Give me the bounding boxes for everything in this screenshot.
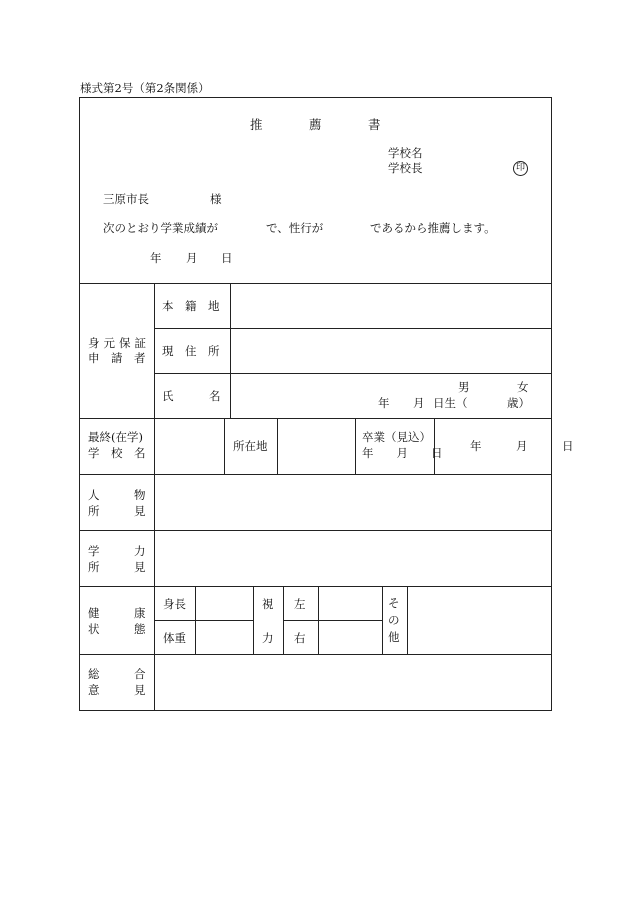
sex-female: 女 — [517, 380, 529, 394]
frame-line — [154, 373, 552, 374]
age-label: 歳） — [507, 396, 530, 410]
domicile-label: 本 籍 地 — [162, 299, 220, 313]
date-day: 日 — [221, 251, 233, 265]
frame-line — [154, 283, 155, 711]
frame-line — [79, 586, 552, 587]
health-label-b: 康 — [134, 606, 146, 620]
academic-label-c: 所 — [88, 560, 100, 574]
frame-line — [283, 586, 284, 654]
applicant-label-line-1: 身元保証 — [88, 336, 150, 350]
principal-label: 学校長 — [388, 161, 423, 175]
frame-line — [277, 418, 278, 474]
frame-line — [79, 418, 552, 419]
character-label-d: 見 — [134, 504, 146, 518]
vision-label-a: 視 — [262, 597, 274, 611]
weight-label: 体重 — [163, 631, 186, 645]
school-label-line-2: 学 校 名 — [88, 446, 146, 460]
frame-line — [79, 474, 552, 475]
vision-left-label: 左 — [294, 597, 306, 611]
statement-part-2: で、性行が — [266, 221, 324, 235]
frame-line — [79, 654, 552, 655]
location-label: 所在地 — [233, 439, 268, 453]
frame-line — [551, 97, 552, 711]
frame-line — [318, 586, 319, 654]
academic-label-d: 見 — [134, 560, 146, 574]
sex-male: 男 — [458, 380, 470, 394]
address-label: 現 住 所 — [162, 344, 220, 358]
character-label-c: 所 — [88, 504, 100, 518]
birth-year: 年 — [378, 396, 390, 410]
other-label-a: そ — [388, 596, 400, 610]
birth-day: 日生（ — [433, 396, 468, 410]
frame-line — [79, 97, 80, 711]
title-char-1: 推 — [250, 117, 263, 132]
frame-line — [283, 620, 382, 621]
name-label-b: 名 — [209, 389, 221, 403]
frame-line — [382, 586, 383, 654]
seal-icon: 印 — [513, 161, 528, 176]
frame-line — [79, 283, 552, 284]
form-number: 様式第2号（第2条関係） — [80, 81, 210, 95]
health-label-a: 健 — [88, 606, 100, 620]
character-label-b: 物 — [134, 488, 146, 502]
frame-line — [79, 97, 552, 98]
vision-label-b: 力 — [262, 631, 274, 645]
overall-label-d: 見 — [134, 683, 146, 697]
applicant-label-line-2: 申 請 者 — [88, 351, 146, 365]
addressee: 三原市長 — [103, 192, 149, 206]
academic-label-a: 学 — [88, 544, 100, 558]
frame-line — [79, 530, 552, 531]
vision-right-label: 右 — [294, 631, 306, 645]
height-label: 身長 — [163, 597, 186, 611]
school-name-label: 学校名 — [388, 146, 423, 160]
overall-label-a: 総 — [88, 667, 100, 681]
date-month: 月 — [186, 251, 198, 265]
school-label-line-1: 最終(在学) — [88, 430, 143, 444]
frame-line — [253, 586, 254, 654]
honorific: 様 — [210, 192, 222, 206]
character-label-a: 人 — [88, 488, 100, 502]
overall-label-c: 意 — [88, 683, 100, 697]
frame-line — [230, 283, 231, 418]
statement-part-1: 次のとおり学業成績が — [103, 221, 218, 235]
title-char-3: 書 — [368, 117, 381, 132]
graduation-label: 卒業（見込） — [362, 430, 431, 444]
date-year: 年 — [150, 251, 162, 265]
health-label-c: 状 — [88, 622, 100, 636]
frame-line — [224, 418, 225, 474]
other-label-b: の — [388, 613, 400, 627]
overall-label-b: 合 — [134, 667, 146, 681]
name-label-a: 氏 — [162, 389, 174, 403]
statement-part-3: であるから推薦します。 — [370, 221, 496, 235]
frame-line — [195, 586, 196, 654]
title-char-2: 薦 — [309, 117, 322, 132]
frame-line — [79, 710, 552, 711]
birth-month: 月 — [413, 396, 425, 410]
graduation-date: 年 月 日 — [470, 439, 574, 453]
frame-line — [355, 418, 356, 474]
academic-label-b: 力 — [134, 544, 146, 558]
graduation-date-label: 年 月 日 — [362, 446, 443, 460]
frame-line — [407, 586, 408, 654]
health-label-d: 態 — [134, 622, 146, 636]
other-label-c: 他 — [388, 630, 400, 644]
frame-line — [154, 620, 254, 621]
frame-line — [154, 328, 552, 329]
